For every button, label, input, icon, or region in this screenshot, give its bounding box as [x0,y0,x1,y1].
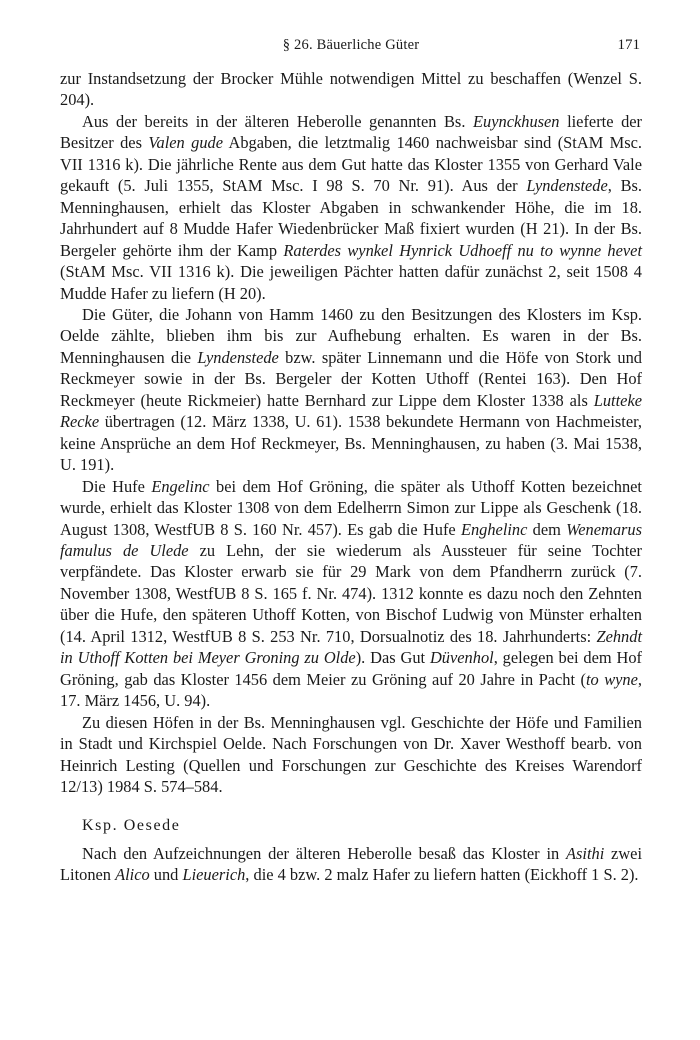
page-number: 171 [617,37,640,53]
text-run: Nach den Aufzeichnungen der älteren Heberolle besaß das Kloster in [82,843,566,863]
italic-term: Raterdes wynkel Hynrick Udhoeff nu to wynne hevet [283,240,643,260]
text-run: dem [527,519,567,539]
text-run: und [149,865,183,885]
text-run: übertragen (12. März 1338, U. 61). 1538 bekundete Hermann von Hachmeister, keine Ansprüche an dem Hof Reckmeyer, Bs. Menninghausen, zu haben (3. Mai 1538, U. 191). [60,412,642,475]
text-run: Zu diesen Höfen in der Bs. Menninghausen vgl. Geschichte der Höfe und Familien in Stadt und Kirchspiel Oelde. Nach Forschungen von Dr. Xaver Westhoff bearb. von Heinrich Lesting (Quellen und Forschungen zur Geschichte des Kreises Warendorf 12/13) 1984 S. 574–584. [60,712,642,796]
italic-term: Alico [115,865,150,885]
text-run: , Bs. Menninghausen, erhielt das Kloster Abgaben in schwankender Höhe, die im 18. Jahrhundert auf 8 Mudde Hafer Wiedenbrücker Maß fixiert wurden (H 21). In der Bs. Bergeler gehörte ihm der Kamp [60,176,642,260]
text-run: (StAM Msc. VII 1316 k). Die jeweiligen Pächter hatten dafür zunächst 2, seit 1508 4 Mudde Hafer zu liefern (H 20). [60,262,642,303]
paragraph [60,712,642,798]
text-run: Aus der bereits in der älteren Heberolle genannten Bs. [82,111,474,131]
paragraph [60,476,642,712]
text-run: Die Güter, die Johann von Hamm 1460 zu den Besitzungen des Klosters im Ksp. Oelde zählte, blieben ihm bis zur Aufhebung erhalten. Es waren in der Bs. Menninghausen die [60,304,642,367]
text-run: , die 4 bzw. 2 malz Hafer zu liefern hatten (Eickhoff 1 S. 2). [245,865,639,885]
italic-term: Euynckhusen [473,111,560,131]
italic-term: Valen gude [148,133,224,153]
paragraph [60,68,642,111]
italic-term: to wyne [585,669,638,689]
italic-term: Engelinc [151,476,210,496]
text-run: lieferte der Besitzer des [60,111,642,153]
text-run: Die Hufe [82,476,152,496]
text-run: ). Das Gut [355,648,430,668]
text-run: bzw. später Linnemann und die Höfe von Stork und Reckmeyer sowie in der Bs. Bergeler der Kotten Uthoff (Rentei 163). Den Hof Reckmeyer (heute Rickmeier) hatte Bernhard zur Lippe dem Kloster 1338 als [60,347,642,410]
italic-term: Wenemarus famulus de Ulede [60,519,643,560]
text-run: , 17. März 1456, U. 94). [60,669,643,711]
text-run: zur Instandsetzung der Brocker Mühle notwendigen Mittel zu beschaffen (Wenzel S. 204). [60,69,642,110]
paragraph [60,304,642,476]
paragraph [60,843,642,886]
italic-term: Lutteke Recke [60,390,642,432]
text-run: , gelegen bei dem Hof Gröning, gab das Kloster 1456 dem Meier zu Gröning auf 20 Jahre in Pacht ( [60,648,642,689]
italic-term: Zehndt in Uthoff Kotten bei Meyer Groning zu Olde [60,626,642,668]
paragraph [60,111,642,304]
italic-term: Enghelinc [460,519,528,539]
text-run: Abgaben, die letztmalig 1460 nachweisbar sind (StAM Msc. VII 1316 k). Die jährliche Rente aus dem Gut hatte das Kloster 1355 von Gerhard Vale gekauft (5. Juli 1355, StAM Msc. I 98 S. 70 Nr. 91). Aus der [60,133,642,196]
italic-term: Lieuerich [182,865,246,885]
text-run: zwei Litonen [60,843,642,885]
italic-term: Düvenhol [429,648,494,668]
italic-term: Lyndenstede [197,347,279,367]
page-header [60,36,642,54]
italic-term: Lyndenstede [526,176,608,196]
section-heading: Ksp. Oesede [82,817,181,835]
running-title: § 26. Bäuerliche Güter [282,37,420,53]
text-run: zu Lehn, der sie wiederum als Aussteuer für seine Tochter verpfändete. Das Kloster erwarb sie für 29 Mark von dem Pfandherrn zurück (7. November 1308, WestfUB 8 S. 165 f. Nr. 474). 1312 konnte es dazu noch den Zehnten über die Hufe, den späteren Uthoff Kotten, von Bischof Ludwig von Münster erhalten (14. April 1312, WestfUB 8 S. 253 Nr. 710, Dorsualnotiz des 18. Jahrhunderts: [60,540,643,646]
italic-term: Asithi [566,843,605,863]
page-body [60,68,642,886]
text-run: bei dem Hof Gröning, die später als Uthoff Kotten bezeichnet wurde, erhielt das Kloster 1308 von dem Edelherrn Simon zur Lippe als Geschenk (18. August 1308, WestfUB 8 S. 160 Nr. 457). Es gab die Hufe [60,476,642,539]
